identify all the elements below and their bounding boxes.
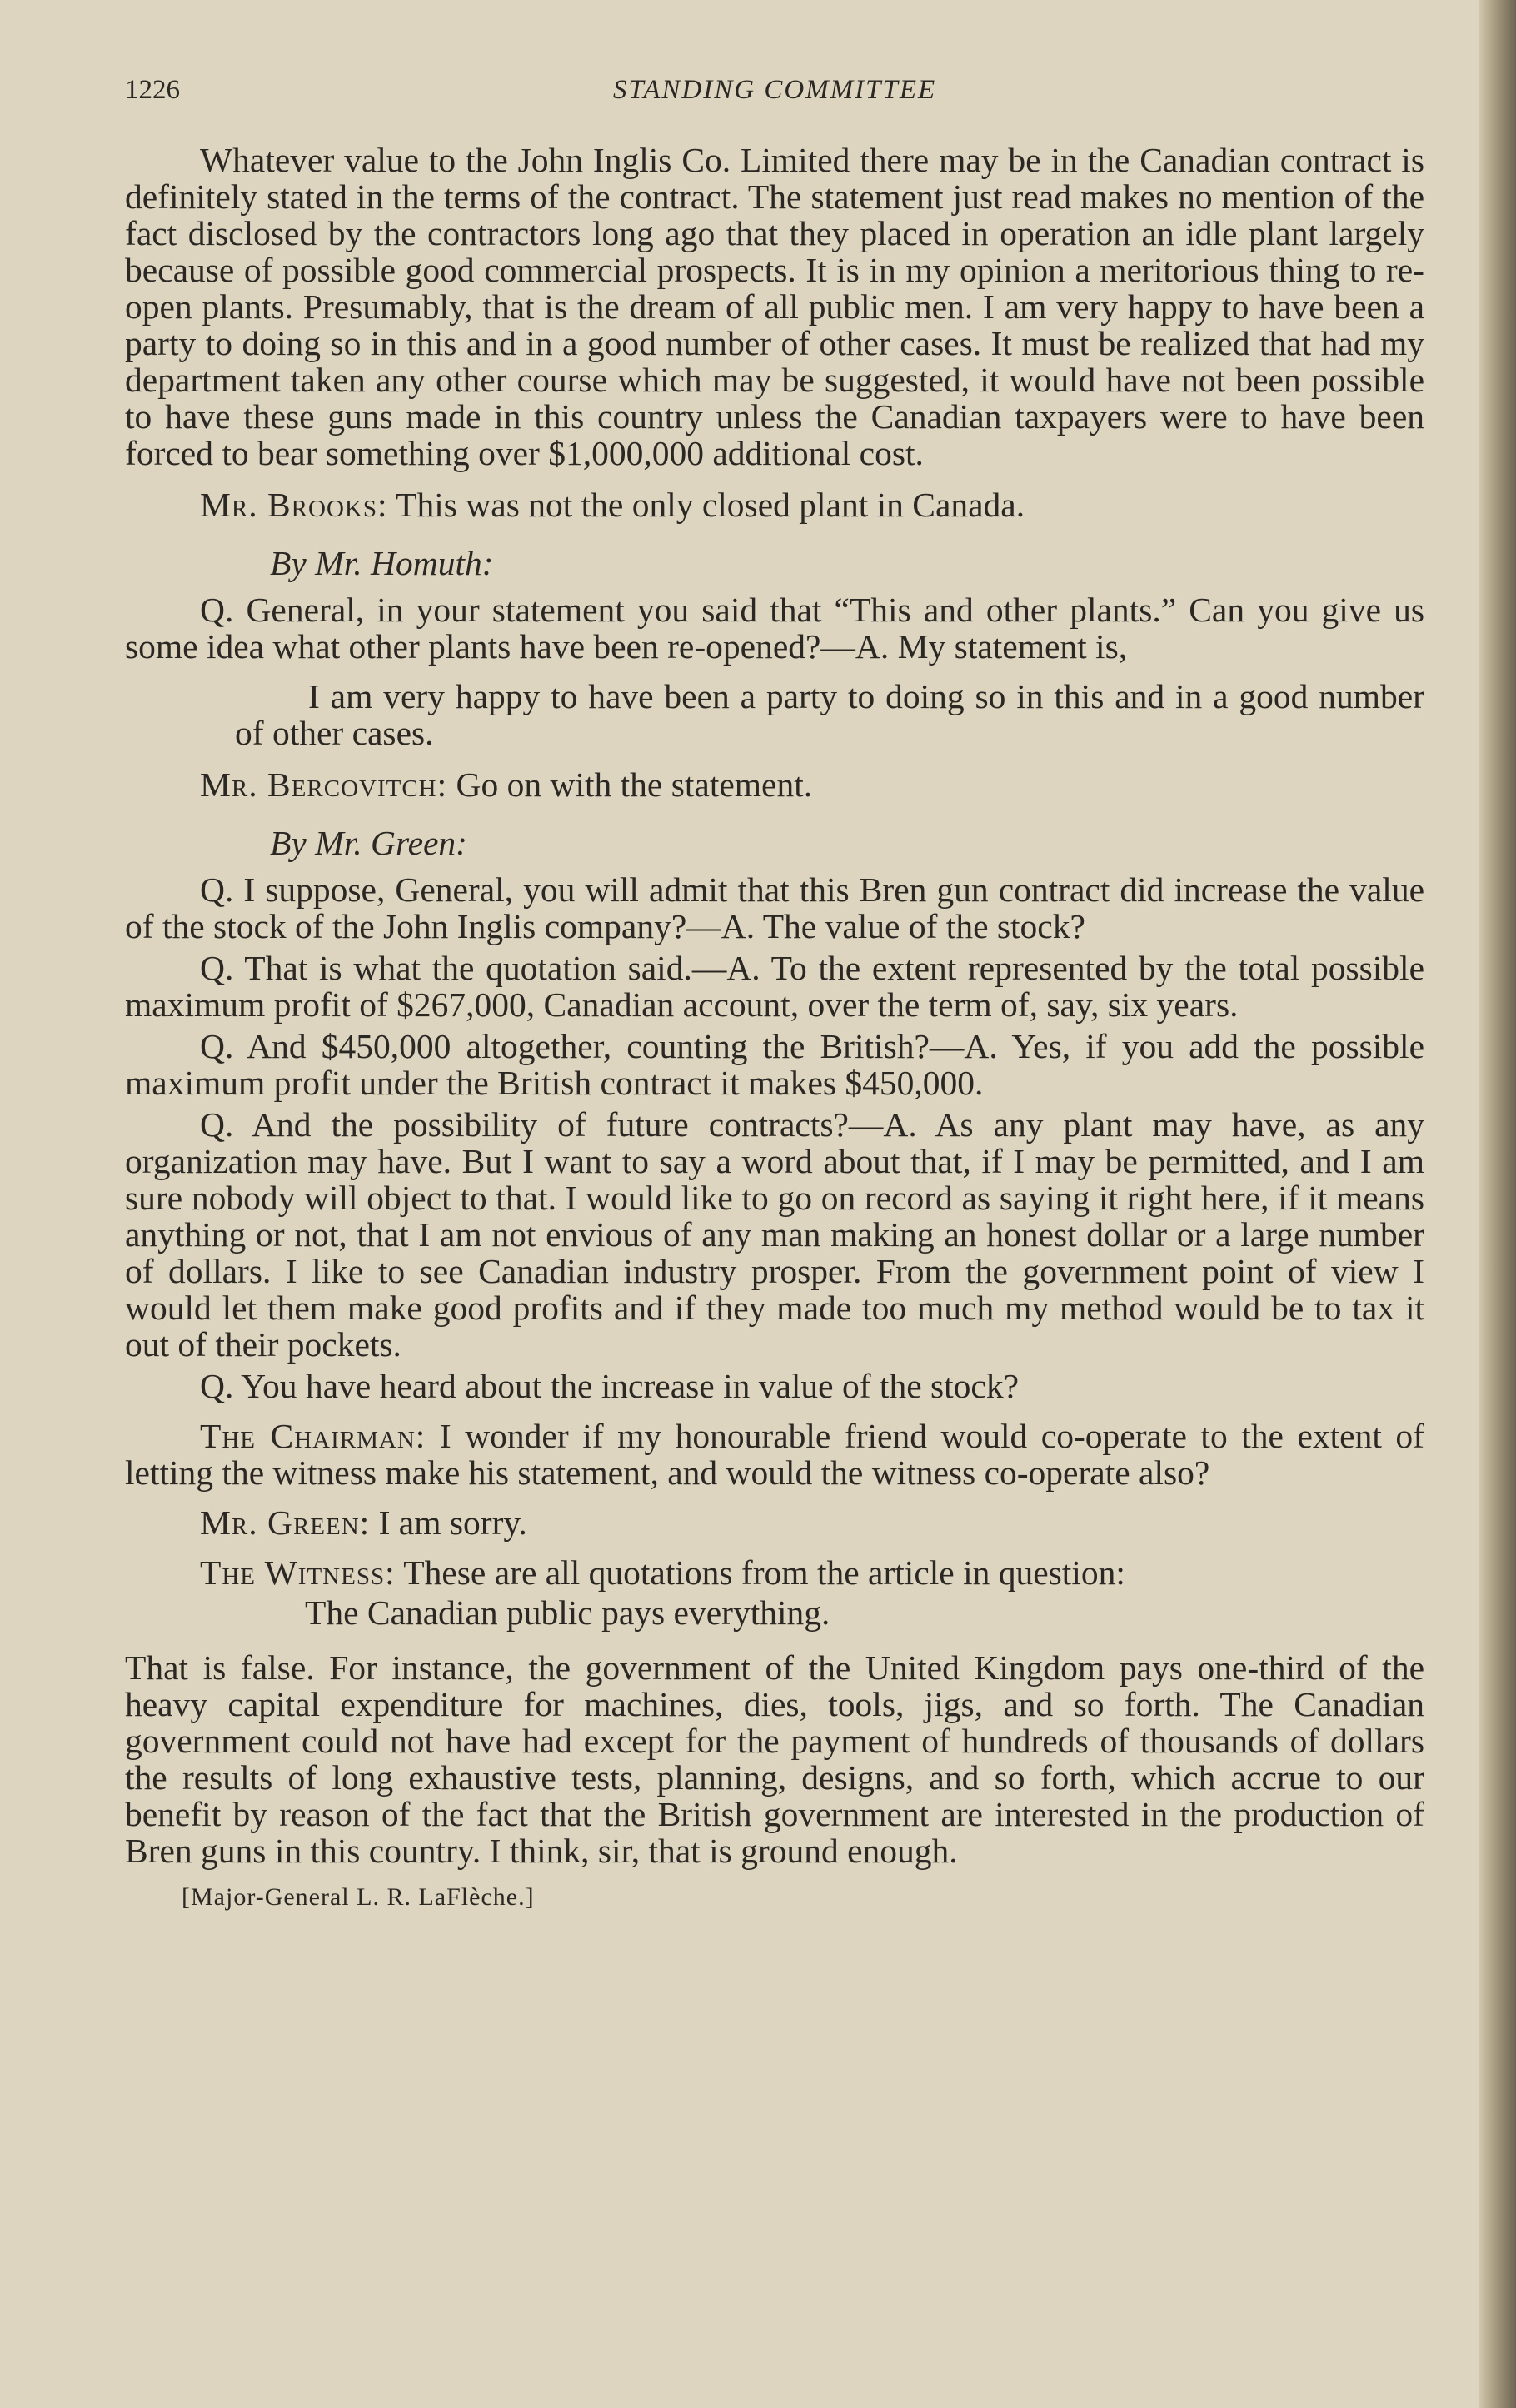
book-spine-edge: [1479, 0, 1516, 2408]
question-4: Q. And $450,000 altogether, counting the British?—A. Yes, if you add the possible maximum profit under the British contract it makes $450,000.: [125, 1027, 1424, 1102]
question-2: Q. I suppose, General, you will admit that this Bren gun contract did increase the value of the stock of the John Inglis company?—A. The value of the stock?: [125, 870, 1424, 945]
question-5: Q. And the possibility of future contracts?—A. As any plant may have, as any organization may have. But I want to say a word about that, if I may be permitted, and I am sure nobody will object to that. I would like to go on record as saying it right here, if it means anything or not, that I am not envious of any man making an honest dollar or a large number of dollars. I like to see Canadian industry prosper. From the government point of view I would let them make good profits and if they made too much my method would be to tax it out of their pockets.: [125, 1105, 1424, 1364]
speaker-name: The Witness:: [200, 1553, 396, 1592]
block-quote-1: I am very happy to have been a party to doing so in this and in a good number of other cases.: [235, 677, 1424, 752]
remark-text: Go on with the statement.: [456, 765, 813, 804]
remark-text: This was not the only closed plant in Canada.: [396, 486, 1025, 524]
page-body: [125, 0, 1424, 1916]
byline-homuth: By Mr. Homuth:: [270, 544, 494, 582]
remark-text: These are all quotations from the article in question:: [403, 1553, 1125, 1592]
remark-text: I am sorry.: [378, 1503, 527, 1542]
block-quote-2: The Canadian public pays everything.: [305, 1593, 830, 1632]
speaker-name: Mr. Green:: [200, 1503, 371, 1542]
speaker-name: The Chairman:: [200, 1417, 426, 1455]
paragraph-closing: That is false. For instance, the government of the United Kingdom pays one-third of the heavy capital expenditure for machines, dies, tools, jigs, and so forth. The Canadian government could not have had except for the payment of hundreds of thousands of dollars the results of long exhaustive tests, planning, designs, and so forth, which accrue to our benefit by reason of the fact that the British government are interested in the production of Bren guns in this country. I think, sir, that is ground enough.: [125, 1648, 1424, 1870]
remark-brooks: [125, 486, 1424, 523]
paragraph-opening: Whatever value to the John Inglis Co. Limited there may be in the Canadian contract is definitely stated in the terms of the contract. The statement just read makes no mention of the fact disclosed by the contractors long ago that they placed in operation an idle plant largely because of possible good commercial prospects. It is in my opinion a meritorious thing to re-open plants. Presumably, that is the dream of all public men. I am very happy to have been a party to doing so in this and in a good number of other cases. It must be realized that had my department taken any other course which may be suggested, it would have not been possible to have these guns made in this country unless the Canadian taxpayers were to have been forced to bear something over $1,000,000 additional cost.: [125, 141, 1424, 472]
attribution-footer: [Major-General L. R. LaFlèche.]: [182, 1883, 535, 1911]
byline-green: By Mr. Green:: [270, 824, 468, 862]
remark-bercovitch: [125, 766, 1424, 803]
question-3: Q. That is what the quotation said.—A. To the extent represented by the total possible maximum profit of $267,000, Canadian account, over the term of, say, six years.: [125, 949, 1424, 1024]
page-number: 1226: [125, 75, 180, 105]
running-title: STANDING COMMITTEE: [612, 75, 937, 105]
question-6: Q. You have heard about the increase in value of the stock?: [200, 1367, 1020, 1405]
remark-chairman: [125, 1418, 1424, 1491]
remark-witness: [125, 1554, 1424, 1591]
remark-green: [125, 1504, 1424, 1541]
speaker-name: Mr. Brooks:: [200, 486, 388, 524]
question-1: Q. General, in your statement you said that “This and other plants.” Can you give us some idea what other plants have been re-opened?—A. My statement is,: [125, 591, 1424, 666]
remark-text: I wonder if my honourable friend would co-operate to the extent of letting the witness make his statement, and would the witness co-operate also?: [125, 1417, 1424, 1492]
speaker-name: Mr. Bercovitch:: [200, 765, 448, 804]
